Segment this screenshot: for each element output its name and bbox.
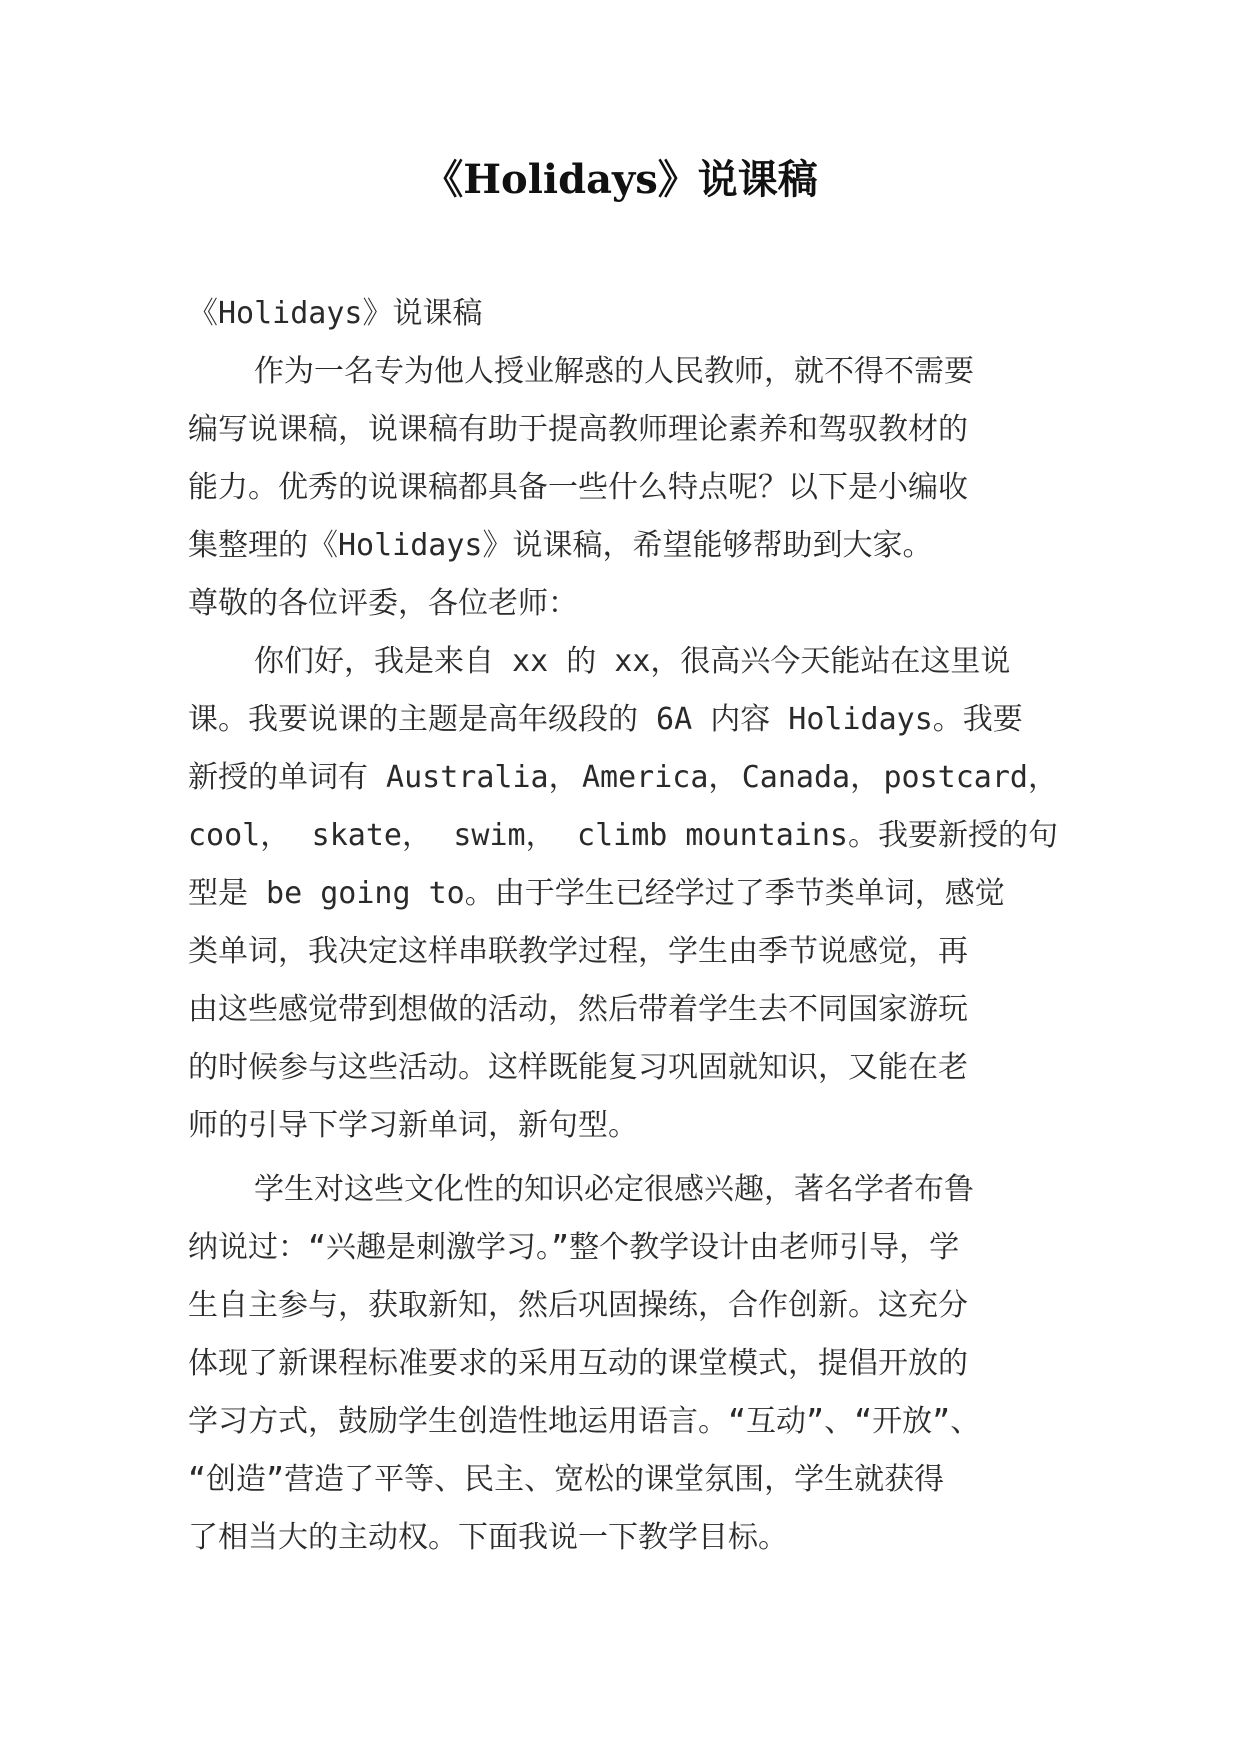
paragraph-line: 学习方式，鼓励学生创造性地运用语言。“互动”、“开放”、 <box>188 1404 981 1439</box>
self-introduction-paragraph <box>188 633 1058 1155</box>
paragraph-line: 师的引导下学习新单词，新句型。 <box>188 1108 638 1143</box>
teaching-design-paragraph <box>188 1161 1058 1567</box>
paragraph-line: 型是 be going to。由于学生已经学过了季节类单词，感觉 <box>188 876 1005 911</box>
vocab-segment: America， <box>581 760 739 795</box>
paragraph-line: 类单词，我决定这样串联教学过程，学生由季节说感觉，再 <box>188 934 968 969</box>
paragraph-line: 生自主参与，获取新知，然后巩固操练，合作创新。这充分 <box>188 1288 968 1323</box>
vocabulary-line <box>188 807 1058 865</box>
vocab-segment: 新授的单词有 Australia， <box>188 760 579 795</box>
paragraph-line: “创造”营造了平等、民主、宽松的课堂氛围，学生就获得 <box>188 1462 945 1497</box>
paragraph-line: 纳说过：“兴趣是刺激学习。”整个教学设计由老师引导，学 <box>188 1230 960 1265</box>
vocab-segment: Canada， <box>741 760 881 795</box>
vocab-segment: swim， <box>453 818 556 853</box>
paragraph-line: 由这些感觉带到想做的活动，然后带着学生去不同国家游玩 <box>188 992 968 1027</box>
paragraph-line: 体现了新课程标准要求的采用互动的课堂模式，提倡开放的 <box>188 1346 968 1381</box>
paragraph-line: 的时候参与这些活动。这样既能复习巩固就知识，又能在老 <box>188 1050 968 1085</box>
vocab-segment: cool， <box>188 818 291 853</box>
vocab-segment: postcard， <box>883 760 1058 795</box>
paragraph-line: 集整理的《Holidays》说课稿，希望能够帮助到大家。 <box>188 528 933 563</box>
document-body <box>188 285 1058 1567</box>
vocab-segment: skate， <box>311 818 432 853</box>
paragraph-line: 作为一名专为他人授业解惑的人民教师，就不得不需要 <box>254 354 974 389</box>
paragraph-line: 了相当大的主动权。下面我说一下教学目标。 <box>188 1520 788 1555</box>
paragraph-line: 编写说课稿，说课稿有助于提高教师理论素养和驾驭教材的 <box>188 412 968 447</box>
paragraph-line: 学生对这些文化性的知识必定很感兴趣，著名学者布鲁 <box>254 1172 974 1207</box>
paragraph-line: 课。我要说课的主题是高年级段的 6A 内容 Holidays。我要 <box>188 702 1023 737</box>
vocabulary-line <box>188 749 1058 807</box>
document-title: 《Holidays》说课稿 <box>423 156 818 203</box>
paragraph-line: 你们好，我是来自 xx 的 xx，很高兴今天能站在这里说 <box>254 644 1011 679</box>
vocab-segment: climb mountains。我要新授的句 <box>577 818 1058 853</box>
paragraph-line: 能力。优秀的说课稿都具备一些什么特点呢？以下是小编收 <box>188 470 968 505</box>
intro-paragraph <box>188 343 1058 575</box>
document-subtitle: 《Holidays》说课稿 <box>188 296 483 331</box>
greeting-line: 尊敬的各位评委，各位老师： <box>188 586 578 621</box>
